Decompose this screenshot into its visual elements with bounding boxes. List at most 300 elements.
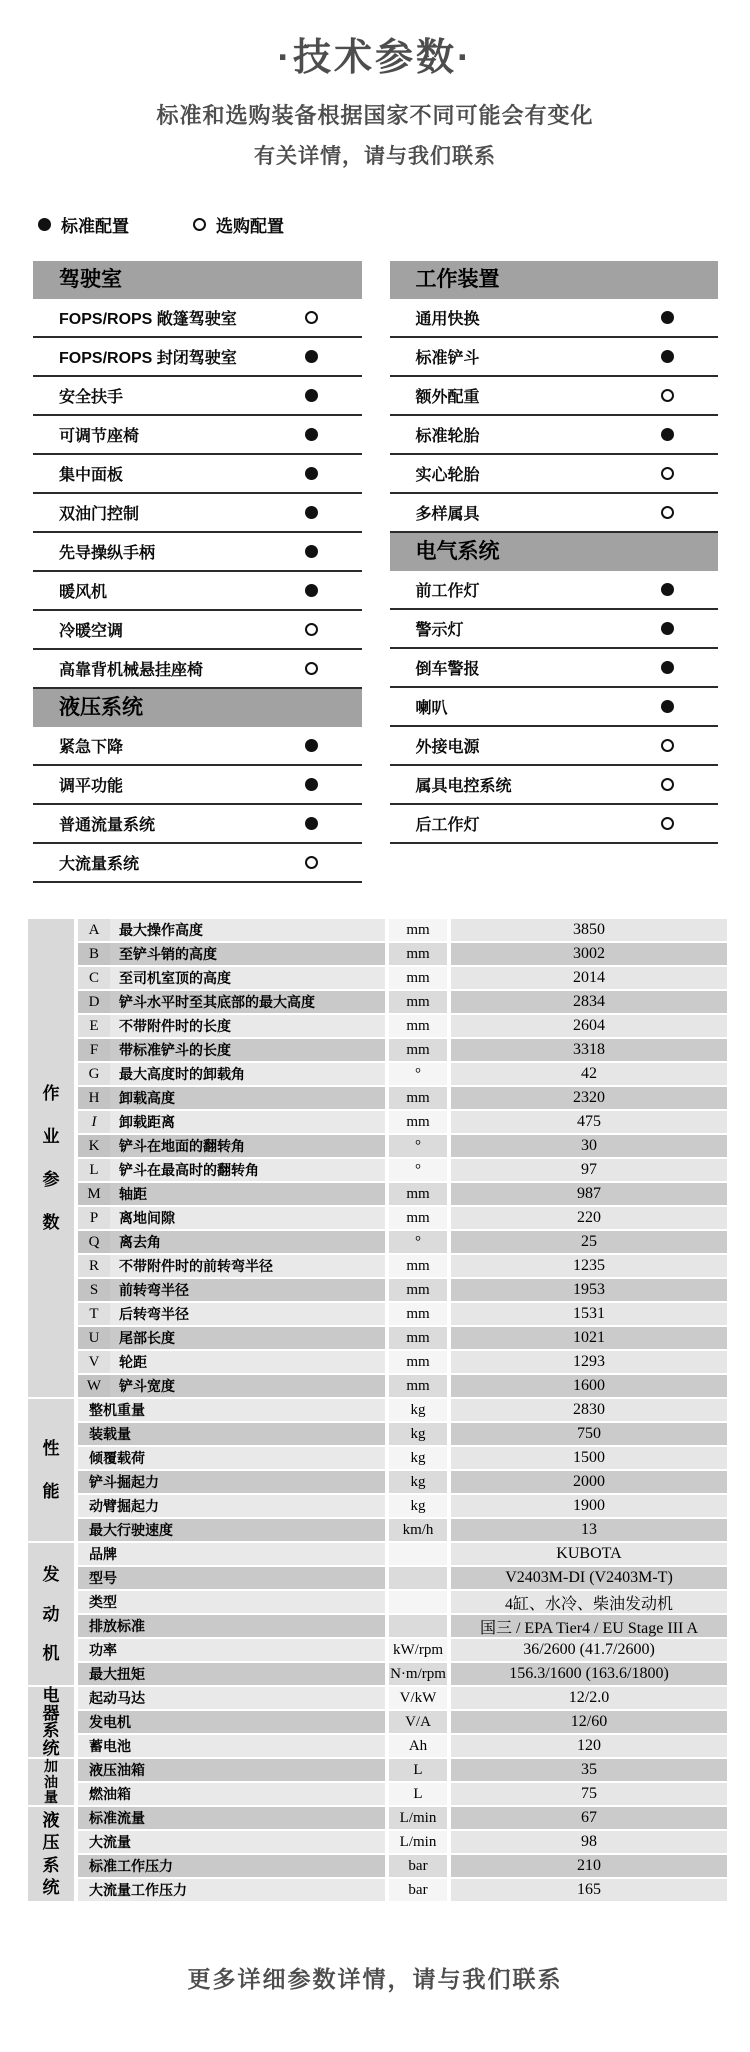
spec-unit: mm [389, 919, 447, 941]
spec-row [78, 1159, 727, 1181]
equipment-row [33, 494, 362, 533]
optional-dot-icon [661, 506, 674, 519]
spec-group-label-char: 系 [42, 1855, 60, 1875]
spec-value: 165 [451, 1879, 727, 1901]
equipment-row [33, 727, 362, 766]
spec-value: 1600 [451, 1375, 727, 1397]
spec-row [78, 1639, 727, 1661]
standard-dot-icon [38, 218, 51, 231]
standard-dot-icon [661, 428, 674, 441]
equipment-label: 倒车警报 [415, 661, 480, 678]
spec-label: 不带附件时的长度 [110, 1015, 385, 1037]
spec-label: 型号 [78, 1567, 385, 1589]
equipment-label: 暖风机 [59, 584, 108, 601]
spec-unit: mm [389, 1207, 447, 1229]
spec-value: 1293 [451, 1351, 727, 1373]
spec-value: 750 [451, 1423, 727, 1445]
spec-row [78, 1063, 727, 1085]
spec-group-rows [78, 1687, 727, 1759]
spec-group-label-char: 参 [42, 1170, 60, 1189]
spec-row [78, 1735, 727, 1757]
page-subtitle-1: 标准和选购装备根据国家不同可能会有变化 [156, 103, 594, 128]
spec-row [78, 1327, 727, 1349]
spec-group-label-char: 液 [42, 1811, 60, 1831]
equipment-label: FOPS/ROPS 封闭驾驶室 [59, 350, 237, 367]
standard-dot-icon [305, 506, 318, 519]
spec-label: 起动马达 [78, 1687, 385, 1709]
equipment-label: 警示灯 [415, 622, 464, 639]
spec-group-label [28, 919, 74, 1397]
equipment-label: 普通流量系统 [59, 817, 156, 834]
spec-value: 2830 [451, 1399, 727, 1421]
equipment-row [33, 533, 362, 572]
spec-group-label-char: 量 [44, 1788, 58, 1805]
standard-dot-icon [661, 700, 674, 713]
spec-unit: V/kW [389, 1687, 447, 1709]
spec-row [78, 1279, 727, 1301]
spec-unit: mm [389, 1039, 447, 1061]
spec-letter: D [78, 991, 110, 1013]
equipment-label: 双油门控制 [59, 506, 140, 523]
section-header: 液压系统 [33, 689, 362, 727]
equipment-label: 安全扶手 [59, 389, 124, 406]
optional-dot-icon [305, 856, 318, 869]
spec-label: 标准流量 [78, 1807, 385, 1829]
spec-unit: Ah [389, 1735, 447, 1757]
spec-letter: T [78, 1303, 110, 1325]
standard-dot-icon [661, 311, 674, 324]
equipment-label: 大流量系统 [59, 856, 140, 873]
spec-group-label [28, 1759, 74, 1805]
spec-unit [389, 1567, 447, 1589]
spec-value: 98 [451, 1831, 727, 1853]
spec-row [78, 1111, 727, 1133]
equipment-label: 调平功能 [59, 778, 124, 795]
spec-value: 35 [451, 1759, 727, 1781]
spec-group-label-char: 器 [42, 1703, 60, 1723]
equipment-row [390, 338, 719, 377]
spec-value: 1900 [451, 1495, 727, 1517]
equipment-label: FOPS/ROPS 敞篷驾驶室 [59, 311, 237, 328]
spec-unit: kg [389, 1471, 447, 1493]
spec-row [78, 967, 727, 989]
equipment-label: 喇叭 [415, 700, 448, 717]
equipment-row [33, 611, 362, 650]
spec-value: 国三 / EPA Tier4 / EU Stage III A [451, 1615, 727, 1637]
spec-letter: L [78, 1159, 110, 1181]
spec-group-rows [78, 1399, 727, 1543]
standard-dot-icon [305, 739, 318, 752]
spec-label: 最大行驶速度 [78, 1519, 385, 1541]
equipment-row [390, 649, 719, 688]
spec-unit: bar [389, 1855, 447, 1877]
spec-label: 大流量 [78, 1831, 385, 1853]
spec-label: 类型 [78, 1591, 385, 1613]
spec-letter: Q [78, 1231, 110, 1253]
spec-letter: U [78, 1327, 110, 1349]
standard-dot-icon [661, 583, 674, 596]
optional-dot-icon [305, 662, 318, 675]
spec-label: 功率 [78, 1639, 385, 1661]
spec-label: 离地间隙 [110, 1207, 385, 1229]
spec-row [78, 1423, 727, 1445]
spec-row [78, 1039, 727, 1061]
equipment-row [33, 455, 362, 494]
spec-value: 156.3/1600 (163.6/1800) [451, 1663, 727, 1685]
spec-row [78, 1519, 727, 1541]
spec-label: 倾覆载荷 [78, 1447, 385, 1469]
equipment-row [390, 416, 719, 455]
legend-optional-label: 选购配置 [216, 217, 284, 236]
spec-row [78, 1711, 727, 1733]
spec-label: 铲斗掘起力 [78, 1471, 385, 1493]
spec-label: 尾部长度 [110, 1327, 385, 1349]
spec-value: 67 [451, 1807, 727, 1829]
spec-row [78, 1831, 727, 1853]
spec-value: 120 [451, 1735, 727, 1757]
equipment-label: 可调节座椅 [59, 428, 140, 445]
page-title: ·技术参数· [277, 37, 473, 79]
spec-group-label [28, 1399, 74, 1541]
equipment-label: 集中面板 [59, 467, 124, 484]
spec-label: 轮距 [110, 1351, 385, 1373]
equipment-row [390, 766, 719, 805]
spec-value: 2834 [451, 991, 727, 1013]
spec-group-rows [78, 1807, 727, 1903]
spec-row [78, 1135, 727, 1157]
spec-value: 3318 [451, 1039, 727, 1061]
spec-value: 1235 [451, 1255, 727, 1277]
spec-label: 卸载高度 [110, 1087, 385, 1109]
spec-row [78, 1687, 727, 1709]
spec-value: 1531 [451, 1303, 727, 1325]
equipment-label: 标准铲斗 [415, 350, 480, 367]
optional-dot-icon [193, 218, 206, 231]
spec-row [78, 1231, 727, 1253]
spec-label: 最大高度时的卸载角 [110, 1063, 385, 1085]
spec-value: 1953 [451, 1279, 727, 1301]
standard-dot-icon [305, 817, 318, 830]
spec-label: 整机重量 [78, 1399, 385, 1421]
spec-group-label [28, 1543, 74, 1685]
footer-note: 更多详细参数详情，请与我们联系 [187, 1966, 563, 1992]
spec-value: 25 [451, 1231, 727, 1253]
spec-value: 12/60 [451, 1711, 727, 1733]
spec-group [28, 1807, 727, 1903]
equipment-label: 高靠背机械悬挂座椅 [59, 662, 204, 679]
spec-group-label-char: 业 [42, 1127, 60, 1146]
spec-unit: mm [389, 991, 447, 1013]
spec-row [78, 1183, 727, 1205]
spec-value: 97 [451, 1159, 727, 1181]
spec-label: 燃油箱 [78, 1783, 385, 1805]
standard-dot-icon [305, 350, 318, 363]
spec-group-label-char: 数 [42, 1213, 60, 1232]
spec-label: 卸载距离 [110, 1111, 385, 1133]
spec-row [78, 1615, 727, 1637]
spec-label: 铲斗在地面的翻转角 [110, 1135, 385, 1157]
spec-letter: B [78, 943, 110, 965]
spec-value: 2014 [451, 967, 727, 989]
spec-label: 至铲斗销的高度 [110, 943, 385, 965]
spec-label: 蓄电池 [78, 1735, 385, 1757]
spec-row [78, 943, 727, 965]
equipment-label: 后工作灯 [415, 817, 480, 834]
spec-label: 离去角 [110, 1231, 385, 1253]
spec-unit: ° [389, 1231, 447, 1253]
spec-row [78, 1567, 727, 1589]
optional-dot-icon [661, 389, 674, 402]
equipment-row [390, 299, 719, 338]
equipment-row [390, 727, 719, 766]
equipment-column-left [33, 261, 362, 883]
equipment-row [33, 416, 362, 455]
spec-group-label-char: 统 [42, 1877, 60, 1897]
spec-value: 1021 [451, 1327, 727, 1349]
spec-value: 220 [451, 1207, 727, 1229]
spec-letter: H [78, 1087, 110, 1109]
spec-label: 发电机 [78, 1711, 385, 1733]
equipment-row [33, 377, 362, 416]
equipment-columns [33, 261, 718, 883]
equipment-row [390, 377, 719, 416]
spec-unit: mm [389, 943, 447, 965]
spec-unit: L [389, 1783, 447, 1805]
equipment-row [33, 572, 362, 611]
spec-letter: R [78, 1255, 110, 1277]
spec-row [78, 1303, 727, 1325]
equipment-row [390, 688, 719, 727]
spec-value: 36/2600 (41.7/2600) [451, 1639, 727, 1661]
spec-group [28, 919, 727, 1399]
spec-row [78, 1855, 727, 1877]
spec-group-rows [78, 1543, 727, 1687]
spec-value: 42 [451, 1063, 727, 1085]
equipment-row [33, 338, 362, 377]
spec-letter: G [78, 1063, 110, 1085]
spec-row [78, 919, 727, 941]
spec-letter: C [78, 967, 110, 989]
spec-value: 3002 [451, 943, 727, 965]
spec-label: 不带附件时的前转弯半径 [110, 1255, 385, 1277]
equipment-row [390, 610, 719, 649]
spec-row [78, 1351, 727, 1373]
legend-standard-label: 标准配置 [61, 217, 129, 236]
spec-group-label [28, 1807, 74, 1901]
spec-letter: P [78, 1207, 110, 1229]
spec-unit: mm [389, 967, 447, 989]
equipment-column-right [390, 261, 719, 883]
spec-group-label [28, 1687, 74, 1757]
spec-label: 至司机室顶的高度 [110, 967, 385, 989]
spec-group-label-char: 加 [44, 1758, 58, 1775]
spec-unit: mm [389, 1375, 447, 1397]
equipment-row [390, 805, 719, 844]
optional-dot-icon [661, 778, 674, 791]
spec-unit: mm [389, 1255, 447, 1277]
standard-dot-icon [305, 545, 318, 558]
spec-label: 最大扭矩 [78, 1663, 385, 1685]
spec-value: KUBOTA [451, 1543, 727, 1565]
spec-row [78, 1015, 727, 1037]
spec-group-label-char: 电 [42, 1686, 60, 1706]
spec-unit [389, 1591, 447, 1613]
spec-letter: E [78, 1015, 110, 1037]
spec-row [78, 1495, 727, 1517]
spec-unit: kW/rpm [389, 1639, 447, 1661]
equipment-row [390, 494, 719, 533]
spec-value: 475 [451, 1111, 727, 1133]
spec-unit: mm [389, 1351, 447, 1373]
spec-group-label-char: 能 [42, 1482, 60, 1501]
spec-label: 带标准铲斗的长度 [110, 1039, 385, 1061]
standard-dot-icon [661, 350, 674, 363]
spec-group [28, 1759, 727, 1807]
optional-dot-icon [305, 311, 318, 324]
spec-unit: L/min [389, 1831, 447, 1853]
spec-label: 动臂掘起力 [78, 1495, 385, 1517]
spec-unit: mm [389, 1111, 447, 1133]
spec-row [78, 1447, 727, 1469]
spec-unit: V/A [389, 1711, 447, 1733]
spec-row [78, 1879, 727, 1901]
spec-row [78, 1663, 727, 1685]
spec-group-label-char: 性 [42, 1439, 60, 1458]
equipment-label: 标准轮胎 [415, 428, 480, 445]
spec-unit: L/min [389, 1807, 447, 1829]
spec-group-label-char: 系 [42, 1721, 60, 1741]
spec-label: 装载量 [78, 1423, 385, 1445]
spec-unit: ° [389, 1159, 447, 1181]
spec-unit: kg [389, 1423, 447, 1445]
spec-unit [389, 1543, 447, 1565]
legend-standard [38, 212, 129, 237]
equipment-label: 外接电源 [415, 739, 480, 756]
spec-group-label-char: 统 [42, 1738, 60, 1758]
equipment-label: 先导操纵手柄 [59, 545, 156, 562]
equipment-label: 前工作灯 [415, 583, 480, 600]
spec-unit: bar [389, 1879, 447, 1901]
equipment-row [33, 805, 362, 844]
spec-unit: km/h [389, 1519, 447, 1541]
spec-unit: mm [389, 1087, 447, 1109]
optional-dot-icon [661, 739, 674, 752]
spec-unit: kg [389, 1399, 447, 1421]
spec-value: 2604 [451, 1015, 727, 1037]
spec-table [28, 919, 727, 1903]
spec-row [78, 1543, 727, 1565]
spec-row [78, 1807, 727, 1829]
spec-group-label-char: 压 [42, 1833, 60, 1853]
spec-group-label-char: 作 [42, 1084, 60, 1103]
equipment-row [33, 650, 362, 689]
spec-value: 1500 [451, 1447, 727, 1469]
standard-dot-icon [305, 467, 318, 480]
spec-label: 铲斗水平时至其底部的最大高度 [110, 991, 385, 1013]
spec-letter: V [78, 1351, 110, 1373]
spec-value: V2403M-DI (V2403M-T) [451, 1567, 727, 1589]
spec-unit: kg [389, 1495, 447, 1517]
spec-group-label-char: 油 [44, 1773, 58, 1790]
spec-value: 75 [451, 1783, 727, 1805]
spec-unit: L [389, 1759, 447, 1781]
spec-row [78, 1255, 727, 1277]
spec-label: 品牌 [78, 1543, 385, 1565]
spec-row [78, 1087, 727, 1109]
standard-dot-icon [305, 389, 318, 402]
spec-letter: F [78, 1039, 110, 1061]
equipment-label: 通用快换 [415, 311, 480, 328]
spec-value: 13 [451, 1519, 727, 1541]
spec-value: 2320 [451, 1087, 727, 1109]
spec-value: 210 [451, 1855, 727, 1877]
spec-value: 12/2.0 [451, 1687, 727, 1709]
spec-label: 轴距 [110, 1183, 385, 1205]
spec-unit: mm [389, 1279, 447, 1301]
spec-letter: K [78, 1135, 110, 1157]
spec-letter: M [78, 1183, 110, 1205]
spec-unit: ° [389, 1135, 447, 1157]
standard-dot-icon [661, 661, 674, 674]
spec-letter: W [78, 1375, 110, 1397]
spec-group-rows [78, 1759, 727, 1807]
spec-unit: ° [389, 1063, 447, 1085]
spec-label: 大流量工作压力 [78, 1879, 385, 1901]
equipment-label: 额外配重 [415, 389, 480, 406]
spec-row [78, 1207, 727, 1229]
equipment-label: 实心轮胎 [415, 467, 480, 484]
spec-label: 铲斗在最高时的翻转角 [110, 1159, 385, 1181]
spec-group-rows [78, 919, 727, 1399]
spec-unit: N·m/rpm [389, 1663, 447, 1685]
spec-unit: kg [389, 1447, 447, 1469]
equipment-row [33, 844, 362, 883]
spec-row [78, 1591, 727, 1613]
optional-dot-icon [661, 467, 674, 480]
standard-dot-icon [305, 778, 318, 791]
config-legend [38, 212, 750, 237]
spec-label: 排放标准 [78, 1615, 385, 1637]
equipment-label: 属具电控系统 [415, 778, 512, 795]
spec-unit: mm [389, 1303, 447, 1325]
standard-dot-icon [305, 428, 318, 441]
spec-group-label-char: 机 [42, 1644, 60, 1664]
spec-letter: A [78, 919, 110, 941]
spec-row [78, 1783, 727, 1805]
spec-label: 最大操作高度 [110, 919, 385, 941]
spec-unit [389, 1615, 447, 1637]
optional-dot-icon [661, 817, 674, 830]
spec-row [78, 1399, 727, 1421]
section-header: 工作装置 [390, 261, 719, 299]
spec-value: 987 [451, 1183, 727, 1205]
spec-label: 标准工作压力 [78, 1855, 385, 1877]
spec-label: 液压油箱 [78, 1759, 385, 1781]
spec-group [28, 1399, 727, 1543]
spec-group [28, 1543, 727, 1687]
section-header: 驾驶室 [33, 261, 362, 299]
optional-dot-icon [305, 623, 318, 636]
spec-label: 铲斗宽度 [110, 1375, 385, 1397]
spec-row [78, 1471, 727, 1493]
spec-value: 2000 [451, 1471, 727, 1493]
spec-value: 4缸、水冷、柴油发动机 [451, 1591, 727, 1613]
spec-label: 前转弯半径 [110, 1279, 385, 1301]
equipment-row [390, 571, 719, 610]
spec-row [78, 991, 727, 1013]
spec-letter: I [78, 1111, 110, 1133]
spec-row [78, 1375, 727, 1397]
